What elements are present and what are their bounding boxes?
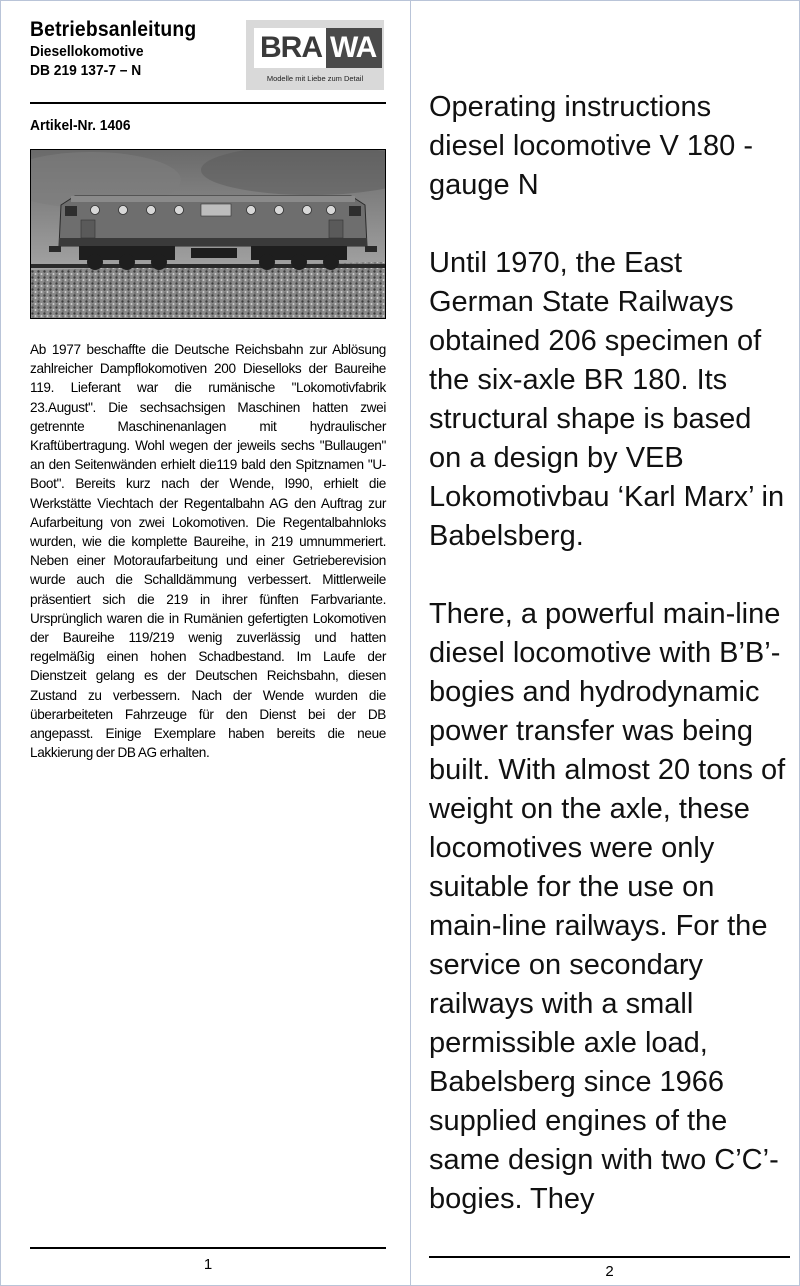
locomotive-photo (30, 149, 386, 319)
locomotive-illustration (31, 150, 386, 319)
english-paragraph-1: Until 1970, the East German State Railways obtained 206 specimen of the six-axle BR 180. Its structural shape is based on a design by VEB Lokomotivbau ‘Karl Marx’ in Babelsberg. (429, 247, 785, 552)
english-paragraph-2: There, a powerful main-line diesel locomotive with B’B’-bogies and hydrodynamic power transfer was being built. With almost 20 tons of weight on the axle, these locomotives were only suitable for the use on main-line railways. For the service on secondary railways with a small permissible axle load, Babelsberg since 1966 supplied engines of the same design with two C’C’-bogies. They (429, 598, 786, 1215)
locomotive-number: DB 219 137-7 – N (30, 62, 142, 79)
page-divider (410, 0, 411, 1286)
logo-tagline: Modelle mit Liebe zum Detail (266, 74, 364, 83)
right-page (429, 88, 791, 1258)
logo-bra-text: BRA (254, 28, 326, 68)
page-number-left: 1 (203, 1256, 213, 1273)
left-page (30, 18, 386, 1273)
english-body-text (429, 88, 791, 1219)
brawa-logo-mark (254, 28, 376, 68)
german-body-text (30, 340, 386, 762)
logo-wa-text: WA (326, 28, 382, 68)
footer-rule-left (30, 1247, 386, 1249)
article-number: Artikel-Nr. 1406 (30, 117, 131, 134)
page-number-right: 2 (605, 1263, 614, 1280)
manual-title: Betriebsanleitung (30, 18, 197, 41)
english-heading: Operating instructions diesel locomotive V 180 - gauge N (429, 91, 753, 201)
german-paragraph: Ab 1977 beschaffte die Deutsche Reichsbahn zur Ablösung zahlreicher Dampflokomotiven 200 Dieselloks der Baureihe 119. Lieferant war die rumänische "Lokomotivfabrik 23.August". Die sechsachsigen Maschinen hatten zwei getrennte Maschinenanlagen mit hydraulischer Kraftübertragung. Wohl wegen der jeweils sechs "Bullaugen" an den Seitenwänden erhielt die119 bald den Spitznamen "U-Boot". Bereits kurz nach der Wende, l990, erhielt die Werkstätte Viechtach der Regentalbahn AG den Auftrag zur Aufarbeitung von zwei Lokomotiven. Die Regentalbahnloks wurden, wie die komplette Baureihe, in 219 umnummeriert. Neben einer Motoraufarbeitung und einer Getrieberevision wurde auch die Schalldämmung verbessert. Mittlerweile präsentiert sich die 219 in ihrer fünften Farbvariante. Ursprünglich waren die in Rumänien gefertigten Lokomotiven der Baureihe 119/219 wenig zuverlässig und hatten regelmäßig einen hohen Schadbestand. Im Laufe der Dienstzeit gelang es der Deutschen Reichsbahn, diesen Zustand zu verbessern. Nach der Wende wurden die überarbeiteten Fahrzeuge für den Dienst bei der DB angepasst. Einige Exemplare haben bereits die neue Lakkierung der DB AG erhalten. (30, 342, 386, 761)
brawa-logo (246, 20, 384, 90)
header-rule (30, 102, 386, 104)
locomotive-type: Diesellokomotive (30, 43, 144, 60)
footer-rule-right (429, 1256, 790, 1258)
